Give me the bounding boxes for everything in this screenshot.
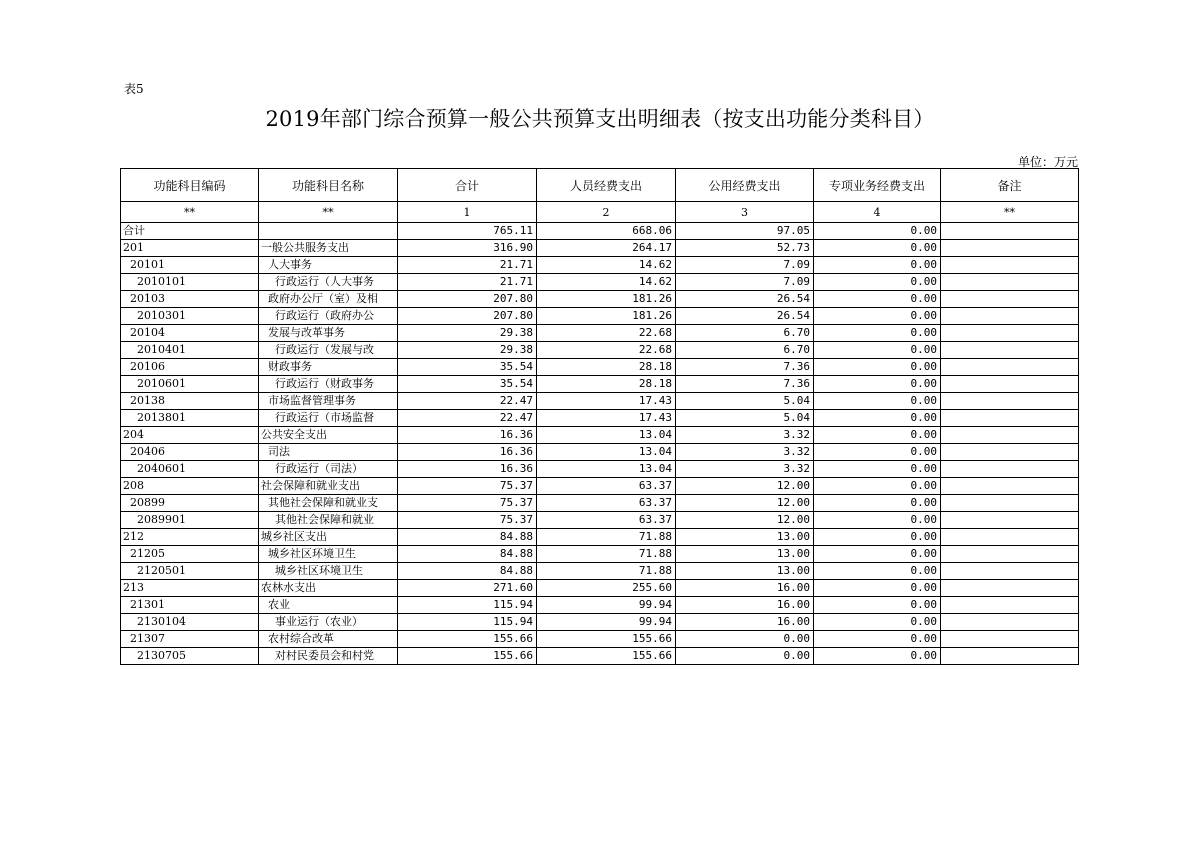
header-personnel: 人员经费支出 [537, 169, 676, 202]
cell-special: 0.00 [814, 444, 941, 461]
table-row [121, 546, 1079, 563]
cell-total: 29.38 [398, 342, 537, 359]
index-cell: ** [941, 202, 1079, 223]
cell-total: 21.71 [398, 274, 537, 291]
table-row [121, 597, 1079, 614]
cell-code: 213 [121, 580, 259, 597]
cell-special: 0.00 [814, 342, 941, 359]
cell-public: 16.00 [676, 614, 814, 631]
cell-public: 52.73 [676, 240, 814, 257]
cell-total: 75.37 [398, 512, 537, 529]
cell-name: 事业运行（农业） [259, 614, 398, 631]
cell-public: 12.00 [676, 512, 814, 529]
header-special: 专项业务经费支出 [814, 169, 941, 202]
cell-name: 政府办公厅（室）及相 [259, 291, 398, 308]
table-row [121, 410, 1079, 427]
cell-special: 0.00 [814, 274, 941, 291]
cell-note [941, 461, 1079, 478]
cell-special: 0.00 [814, 512, 941, 529]
cell-note [941, 308, 1079, 325]
cell-public: 7.36 [676, 359, 814, 376]
cell-code: 20138 [121, 393, 259, 410]
cell-total: 16.36 [398, 427, 537, 444]
cell-note [941, 444, 1079, 461]
cell-name: 行政运行（发展与改 [259, 342, 398, 359]
table-row [121, 478, 1079, 495]
cell-code: 合计 [121, 223, 259, 240]
cell-name: 行政运行（人大事务 [259, 274, 398, 291]
cell-note [941, 478, 1079, 495]
cell-note [941, 410, 1079, 427]
table-header [121, 169, 1079, 202]
cell-code: 2089901 [121, 512, 259, 529]
cell-special: 0.00 [814, 257, 941, 274]
table-row [121, 359, 1079, 376]
cell-total: 207.80 [398, 308, 537, 325]
cell-name: 行政运行（政府办公 [259, 308, 398, 325]
header-code: 功能科目编码 [121, 169, 259, 202]
table-row [121, 223, 1079, 240]
cell-personnel: 155.66 [537, 648, 676, 665]
cell-special: 0.00 [814, 461, 941, 478]
cell-code: 2010301 [121, 308, 259, 325]
cell-special: 0.00 [814, 614, 941, 631]
cell-total: 22.47 [398, 410, 537, 427]
cell-special: 0.00 [814, 529, 941, 546]
cell-public: 16.00 [676, 580, 814, 597]
cell-public: 6.70 [676, 342, 814, 359]
cell-note [941, 614, 1079, 631]
cell-total: 155.66 [398, 648, 537, 665]
table-row [121, 240, 1079, 257]
document-title: 2019年部门综合预算一般公共预算支出明细表（按支出功能分类科目） [265, 107, 935, 131]
cell-personnel: 13.04 [537, 444, 676, 461]
cell-public: 7.09 [676, 257, 814, 274]
cell-note [941, 648, 1079, 665]
cell-note [941, 529, 1079, 546]
cell-note [941, 342, 1079, 359]
cell-total: 316.90 [398, 240, 537, 257]
table-row [121, 393, 1079, 410]
cell-personnel: 63.37 [537, 478, 676, 495]
cell-name: 市场监督管理事务 [259, 393, 398, 410]
table-row [121, 444, 1079, 461]
cell-note [941, 631, 1079, 648]
cell-public: 6.70 [676, 325, 814, 342]
cell-personnel: 63.37 [537, 512, 676, 529]
cell-note [941, 495, 1079, 512]
cell-note [941, 580, 1079, 597]
cell-total: 84.88 [398, 546, 537, 563]
cell-code: 204 [121, 427, 259, 444]
cell-name: 对村民委员会和村党 [259, 648, 398, 665]
cell-public: 13.00 [676, 546, 814, 563]
cell-note [941, 291, 1079, 308]
table-row [121, 495, 1079, 512]
cell-special: 0.00 [814, 631, 941, 648]
cell-total: 35.54 [398, 376, 537, 393]
cell-code: 212 [121, 529, 259, 546]
cell-personnel: 155.66 [537, 631, 676, 648]
table-row [121, 512, 1079, 529]
cell-special: 0.00 [814, 648, 941, 665]
cell-note [941, 274, 1079, 291]
cell-note [941, 512, 1079, 529]
cell-special: 0.00 [814, 563, 941, 580]
cell-code: 2130705 [121, 648, 259, 665]
cell-code: 201 [121, 240, 259, 257]
cell-public: 13.00 [676, 563, 814, 580]
cell-name: 公共安全支出 [259, 427, 398, 444]
cell-public: 3.32 [676, 461, 814, 478]
cell-public: 3.32 [676, 427, 814, 444]
cell-name: 司法 [259, 444, 398, 461]
cell-special: 0.00 [814, 359, 941, 376]
cell-note [941, 359, 1079, 376]
cell-special: 0.00 [814, 478, 941, 495]
cell-name: 行政运行（司法） [259, 461, 398, 478]
cell-personnel: 668.06 [537, 223, 676, 240]
index-cell: 1 [398, 202, 537, 223]
cell-total: 16.36 [398, 461, 537, 478]
cell-special: 0.00 [814, 393, 941, 410]
cell-code: 20899 [121, 495, 259, 512]
cell-total: 207.80 [398, 291, 537, 308]
table-row [121, 376, 1079, 393]
cell-special: 0.00 [814, 308, 941, 325]
cell-name: 农业 [259, 597, 398, 614]
cell-name: 其他社会保障和就业 [259, 512, 398, 529]
cell-code: 2010601 [121, 376, 259, 393]
cell-note [941, 240, 1079, 257]
table-row [121, 325, 1079, 342]
cell-public: 16.00 [676, 597, 814, 614]
cell-code: 2013801 [121, 410, 259, 427]
index-row [121, 202, 1079, 223]
cell-public: 26.54 [676, 291, 814, 308]
cell-personnel: 71.88 [537, 529, 676, 546]
cell-name [259, 223, 398, 240]
cell-name: 城乡社区环境卫生 [259, 563, 398, 580]
cell-total: 35.54 [398, 359, 537, 376]
cell-special: 0.00 [814, 223, 941, 240]
cell-special: 0.00 [814, 580, 941, 597]
cell-code: 2120501 [121, 563, 259, 580]
table-row [121, 308, 1079, 325]
table-row [121, 631, 1079, 648]
cell-special: 0.00 [814, 597, 941, 614]
cell-personnel: 71.88 [537, 546, 676, 563]
cell-name: 人大事务 [259, 257, 398, 274]
cell-code: 20103 [121, 291, 259, 308]
cell-note [941, 257, 1079, 274]
cell-code: 2010401 [121, 342, 259, 359]
cell-personnel: 13.04 [537, 461, 676, 478]
cell-public: 12.00 [676, 495, 814, 512]
cell-name: 财政事务 [259, 359, 398, 376]
cell-code: 20104 [121, 325, 259, 342]
cell-personnel: 22.68 [537, 342, 676, 359]
header-note: 备注 [941, 169, 1079, 202]
cell-personnel: 71.88 [537, 563, 676, 580]
cell-name: 一般公共服务支出 [259, 240, 398, 257]
cell-note [941, 563, 1079, 580]
table-row [121, 614, 1079, 631]
cell-public: 0.00 [676, 631, 814, 648]
cell-public: 3.32 [676, 444, 814, 461]
cell-code: 2040601 [121, 461, 259, 478]
budget-expenditure-table [120, 168, 1079, 665]
cell-personnel: 99.94 [537, 614, 676, 631]
cell-name: 城乡社区环境卫生 [259, 546, 398, 563]
cell-personnel: 99.94 [537, 597, 676, 614]
cell-total: 16.36 [398, 444, 537, 461]
cell-name: 其他社会保障和就业支 [259, 495, 398, 512]
cell-code: 208 [121, 478, 259, 495]
cell-total: 22.47 [398, 393, 537, 410]
cell-total: 75.37 [398, 495, 537, 512]
table-row [121, 274, 1079, 291]
index-cell: ** [121, 202, 259, 223]
cell-code: 2130104 [121, 614, 259, 631]
cell-personnel: 264.17 [537, 240, 676, 257]
index-cell: 2 [537, 202, 676, 223]
cell-special: 0.00 [814, 240, 941, 257]
cell-total: 84.88 [398, 529, 537, 546]
index-cell: ** [259, 202, 398, 223]
cell-public: 0.00 [676, 648, 814, 665]
table-body [121, 223, 1079, 665]
table-label: 表5 [124, 82, 144, 96]
cell-name: 城乡社区支出 [259, 529, 398, 546]
cell-note [941, 546, 1079, 563]
cell-personnel: 255.60 [537, 580, 676, 597]
cell-special: 0.00 [814, 427, 941, 444]
header-public: 公用经费支出 [676, 169, 814, 202]
cell-total: 155.66 [398, 631, 537, 648]
cell-total: 765.11 [398, 223, 537, 240]
cell-public: 97.05 [676, 223, 814, 240]
cell-code: 20106 [121, 359, 259, 376]
cell-name: 行政运行（财政事务 [259, 376, 398, 393]
cell-total: 29.38 [398, 325, 537, 342]
cell-public: 26.54 [676, 308, 814, 325]
table-row [121, 563, 1079, 580]
cell-special: 0.00 [814, 546, 941, 563]
cell-public: 7.09 [676, 274, 814, 291]
header-row [121, 169, 1079, 202]
cell-special: 0.00 [814, 410, 941, 427]
cell-personnel: 17.43 [537, 393, 676, 410]
cell-public: 5.04 [676, 410, 814, 427]
cell-note [941, 427, 1079, 444]
cell-public: 13.00 [676, 529, 814, 546]
table-row [121, 461, 1079, 478]
cell-special: 0.00 [814, 495, 941, 512]
cell-special: 0.00 [814, 291, 941, 308]
cell-special: 0.00 [814, 325, 941, 342]
cell-personnel: 28.18 [537, 359, 676, 376]
cell-code: 2010101 [121, 274, 259, 291]
table-row [121, 342, 1079, 359]
cell-total: 21.71 [398, 257, 537, 274]
cell-note [941, 325, 1079, 342]
cell-personnel: 17.43 [537, 410, 676, 427]
cell-note [941, 597, 1079, 614]
cell-personnel: 22.68 [537, 325, 676, 342]
table-row [121, 529, 1079, 546]
header-total: 合计 [398, 169, 537, 202]
cell-name: 农村综合改革 [259, 631, 398, 648]
cell-personnel: 181.26 [537, 308, 676, 325]
cell-code: 21301 [121, 597, 259, 614]
cell-code: 20101 [121, 257, 259, 274]
cell-note [941, 223, 1079, 240]
cell-total: 115.94 [398, 614, 537, 631]
cell-note [941, 376, 1079, 393]
index-cell: 4 [814, 202, 941, 223]
index-cell: 3 [676, 202, 814, 223]
cell-name: 行政运行（市场监督 [259, 410, 398, 427]
cell-total: 271.60 [398, 580, 537, 597]
header-name: 功能科目名称 [259, 169, 398, 202]
cell-personnel: 181.26 [537, 291, 676, 308]
table-row [121, 648, 1079, 665]
cell-total: 75.37 [398, 478, 537, 495]
cell-total: 115.94 [398, 597, 537, 614]
cell-personnel: 28.18 [537, 376, 676, 393]
cell-name: 农林水支出 [259, 580, 398, 597]
cell-personnel: 14.62 [537, 257, 676, 274]
table-row [121, 580, 1079, 597]
table-row [121, 427, 1079, 444]
cell-public: 12.00 [676, 478, 814, 495]
table-row [121, 257, 1079, 274]
cell-code: 21205 [121, 546, 259, 563]
cell-note [941, 393, 1079, 410]
cell-public: 5.04 [676, 393, 814, 410]
cell-personnel: 63.37 [537, 495, 676, 512]
cell-name: 社会保障和就业支出 [259, 478, 398, 495]
cell-code: 21307 [121, 631, 259, 648]
table-row [121, 291, 1079, 308]
cell-code: 20406 [121, 444, 259, 461]
cell-special: 0.00 [814, 376, 941, 393]
cell-public: 7.36 [676, 376, 814, 393]
cell-personnel: 13.04 [537, 427, 676, 444]
cell-name: 发展与改革事务 [259, 325, 398, 342]
unit-label: 单位：万元 [1017, 155, 1078, 169]
cell-total: 84.88 [398, 563, 537, 580]
cell-personnel: 14.62 [537, 274, 676, 291]
